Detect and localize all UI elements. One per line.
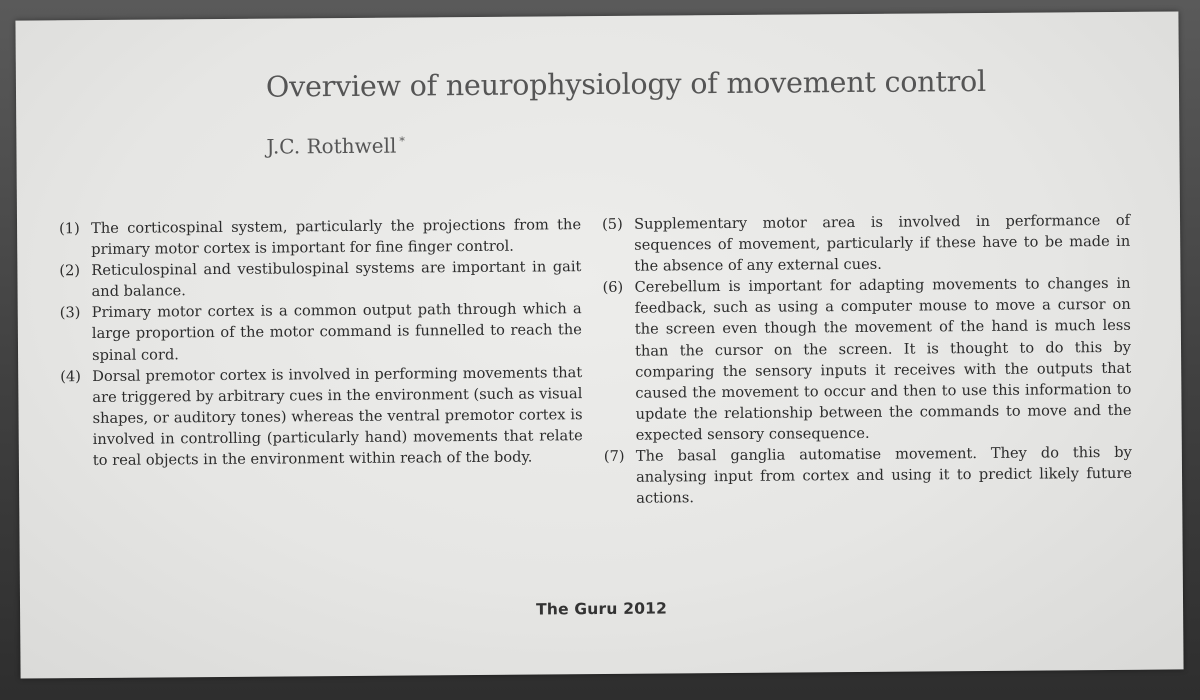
list-item bbox=[59, 214, 581, 260]
presentation-slide bbox=[15, 11, 1183, 678]
author-line bbox=[266, 134, 405, 159]
item-number: (6) bbox=[602, 279, 624, 297]
slide-title: Overview of neurophysiology of movement control bbox=[265, 64, 987, 104]
item-text: The corticospinal system, particularly the projections from the primary motor cortex is important for fine finger control. bbox=[91, 216, 582, 259]
slide-footer: The Guru 2012 bbox=[535, 599, 668, 619]
right-column-list bbox=[602, 210, 1132, 509]
author-name: J.C. Rothwell bbox=[266, 133, 397, 159]
item-text: Dorsal premotor cortex is involved in performing movements that are triggered by arbitrary cues in the environment (such as visual shapes, or auditory tones) whereas the ventral premotor cortex is involved in controlling (particularly hand) movements that relate to real objects in the environment within reach of the body. bbox=[92, 363, 583, 470]
item-number: (2) bbox=[59, 262, 81, 280]
list-item bbox=[602, 273, 1131, 446]
item-number: (7) bbox=[603, 447, 625, 466]
item-text: Primary motor cortex is a common output path through which a large proportion of the motor command is funnelled to reach the spinal cord. bbox=[91, 300, 582, 364]
item-text: Cerebellum is important for adapting movements to changes in feedback, such as using a computer mouse to move a cursor on the screen even though the movement of the hand is much less than the cursor on the screen. It is thought to do this by comparing the sensory inputs it receives with the outputs that caused the movement to occur and then to use this information to update the relationship between the commands to move and the expected sensory consequence. bbox=[634, 275, 1132, 444]
item-text: Reticulospinal and vestibulospinal systems are important in gait and balance. bbox=[91, 258, 582, 301]
item-text: The basal ganglia automatise movement. They do this by analysing input from cortex and using it to predict likely future actions. bbox=[635, 443, 1133, 507]
left-column-list bbox=[59, 214, 583, 471]
list-item bbox=[604, 442, 1132, 509]
author-footnote-mark: * bbox=[399, 134, 405, 148]
item-text: Supplementary motor area is involved in performance of sequences of movement, particularly if these have to be made in the absence of any external cues. bbox=[633, 211, 1131, 275]
list-item bbox=[602, 210, 1130, 277]
item-number: (3) bbox=[59, 304, 81, 322]
item-number: (5) bbox=[601, 215, 623, 233]
list-item bbox=[60, 362, 583, 472]
item-number: (4) bbox=[60, 367, 81, 385]
list-item bbox=[60, 299, 582, 366]
list-item bbox=[59, 256, 581, 302]
item-number: (1) bbox=[59, 220, 80, 238]
